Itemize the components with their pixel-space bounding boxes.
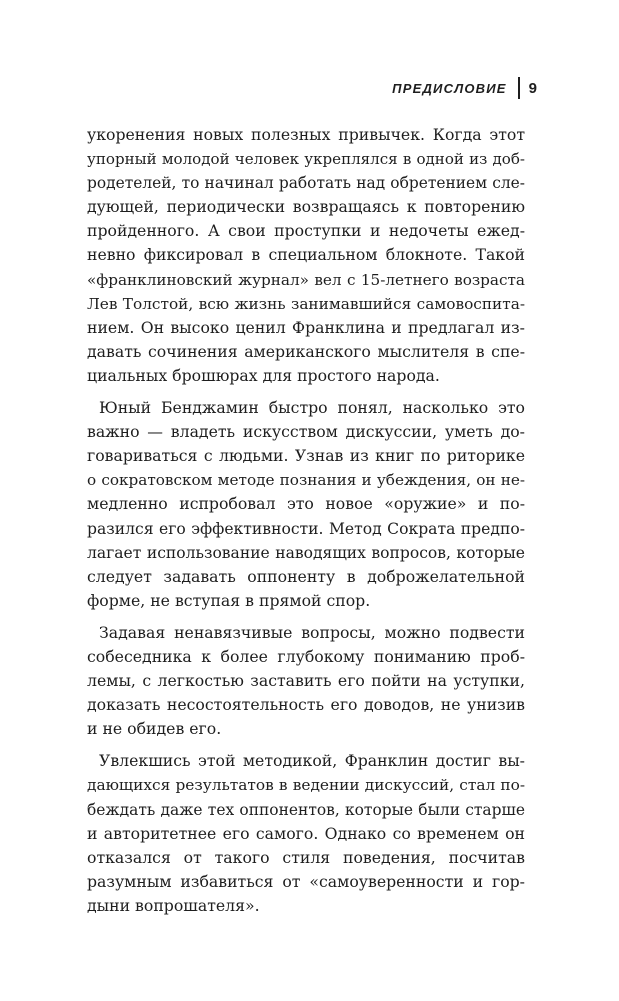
text-line: Задавая ненавязчивые вопросы, можно подвести xyxy=(99,622,525,642)
text-line: и не обидев его. xyxy=(87,719,222,739)
text-line: нием. Он высоко ценил Франклина и предлагал из- xyxy=(87,317,525,337)
text-line: следует задавать оппоненту в доброжелательной xyxy=(87,566,525,586)
page-number: 9 xyxy=(528,79,537,97)
text-line: медленно испробовал это новое «оружие» и по- xyxy=(87,494,525,514)
text-line: дающихся результатов в ведении дискуссий, стал по- xyxy=(87,776,525,795)
text-line: упорный молодой человек укреплялся в одной из доб- xyxy=(87,150,525,169)
text-line: Лев Толстой, всю жизнь занимавшийся самовоспита- xyxy=(87,294,525,313)
text-line: и авторитетнее его самого. Однако со временем он xyxy=(87,823,525,843)
section-title: ПРЕДИСЛОВИЕ xyxy=(392,80,507,96)
header-divider xyxy=(518,77,520,99)
text-line: важно — владеть искусством дискуссии, уметь до- xyxy=(87,422,525,442)
text-line: Юный Бенджамин быстро понял, насколько это xyxy=(99,398,525,418)
text-line: разумным избавиться от «самоуверенности и гор- xyxy=(87,871,525,891)
text-line: разился его эффективности. Метод Сократа предпо- xyxy=(87,519,525,538)
paragraph xyxy=(87,396,525,613)
text-line: форме, не вступая в прямой спор. xyxy=(87,590,371,610)
text-line: о сократовском методе познания и убеждения, он не- xyxy=(87,471,525,490)
text-line: беждать даже тех оппонентов, которые были старше xyxy=(87,800,525,819)
text-line: дующей, периодически возвращаясь к повторению xyxy=(87,197,525,217)
text-line: родетелей, то начинал работать над обретением сле- xyxy=(87,174,525,193)
text-line: пройденного. А свои проступки и недочеты ежед- xyxy=(87,221,525,241)
text-line: собеседника к более глубокому пониманию проб- xyxy=(87,646,525,666)
paragraph xyxy=(87,621,525,741)
text-line: дыни вопрошателя». xyxy=(87,895,260,915)
text-line: говариваться с людьми. Узнав из книг по риторике xyxy=(87,446,525,466)
text-line: лагает использование наводящих вопросов, которые xyxy=(87,543,525,562)
body-text xyxy=(87,123,525,926)
text-line: невно фиксировал в специальном блокноте. Такой xyxy=(87,245,525,265)
paragraph xyxy=(87,749,525,918)
text-line: циальных брошюрах для простого народа. xyxy=(87,365,440,385)
text-line: отказался от такого стиля поведения, посчитав xyxy=(87,847,525,867)
paragraph xyxy=(87,123,525,388)
text-line: «франклиновский журнал» вел с 15-летнего возраста xyxy=(87,270,525,289)
text-line: укоренения новых полезных привычек. Когда этот xyxy=(87,125,525,144)
text-line: давать сочинения американского мыслителя в спе- xyxy=(87,341,525,361)
text-line: лемы, с легкостью заставить его пойти на уступки, xyxy=(87,671,525,691)
text-line: Увлекшись этой методикой, Франклин достиг вы- xyxy=(99,751,525,771)
running-head xyxy=(392,76,537,100)
text-line: доказать несостоятельность его доводов, не унизив xyxy=(87,695,525,715)
